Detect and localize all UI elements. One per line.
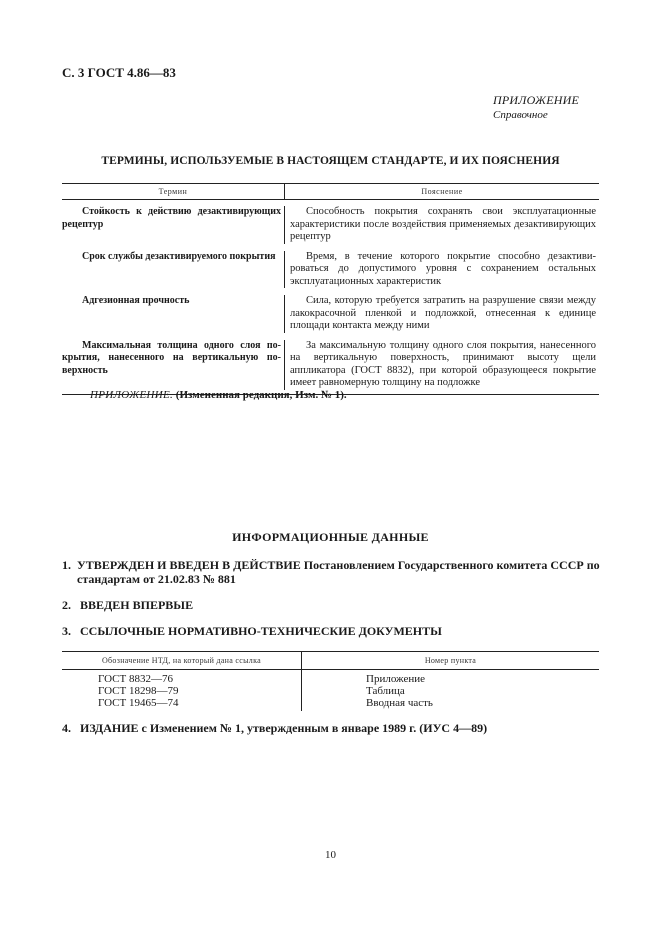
- table-row: [62, 244, 599, 289]
- col-ntd-header: Обозначение НТД, на который дана ссылка: [62, 652, 302, 669]
- info-item-3: [62, 624, 602, 638]
- terms-title: ТЕРМИНЫ, ИСПОЛЬЗУЕМЫЕ В НАСТОЯЩЕМ СТАНДАРТЕ, И ИХ ПОЯСНЕНИЯ: [101, 155, 560, 167]
- item-text: ИЗДАНИЕ с Изменением № 1, утвержденным в январе 1989 г. (ИУС 4—89): [80, 721, 488, 735]
- info-title: ИНФОРМАЦИОННЫЕ ДАННЫЕ: [232, 530, 429, 544]
- info-item-1: [62, 558, 602, 586]
- col-item-header: Номер пункта: [424, 656, 477, 665]
- explanation-cell: За максимальную толщину одного слоя покрытия, нанесенного на вертикальную поверхность, принимают высоту щели аппликатора (ГОСТ 8832), при которой образующееся покрытие имеет равномерную толщину на подложке: [290, 339, 596, 388]
- item-column: [302, 670, 599, 711]
- references-table: [62, 651, 599, 711]
- term-cell: Адгезионная прочность: [82, 295, 190, 306]
- item-number: 1.: [62, 558, 71, 572]
- table-row: [62, 200, 599, 244]
- item-number: 4.: [62, 721, 71, 735]
- col-expl-header: Пояснение: [421, 187, 463, 196]
- note-bold: (Измененная редакция, Изм. № 1).: [175, 389, 347, 401]
- ntd-cell: ГОСТ 19465—74: [98, 697, 179, 709]
- ntd-cell: ГОСТ 8832—76: [98, 673, 173, 685]
- item-text: ССЫЛОЧНЫЕ НОРМАТИВНО-ТЕХНИЧЕСКИЕ ДОКУМЕНТЫ: [80, 624, 442, 638]
- table-row: [62, 333, 599, 394]
- item-text: ВВЕДЕН ВПЕРВЫЕ: [80, 598, 194, 612]
- explanation-cell: Сила, которую требуется затратить на разрушение связи между лакокрасочной пленкой и подложкой, отнесенная к единице площади контакта между ними: [290, 295, 596, 331]
- page-header: С. 3 ГОСТ 4.86—83: [62, 65, 176, 80]
- info-item-2: [62, 598, 602, 612]
- terms-table: [62, 183, 599, 395]
- ntd-cell: ГОСТ 18298—79: [98, 685, 179, 697]
- table-row: [62, 288, 599, 333]
- info-item-4: [62, 721, 602, 735]
- term-cell: Срок службы дезактивируемого покрытия: [82, 250, 276, 262]
- col-term-header: Термин: [62, 184, 285, 199]
- item-cell: Приложение: [366, 673, 426, 685]
- item-cell: Таблица: [366, 685, 405, 697]
- explanation-cell: Способность покрытия сохранять свои эксплуатационные характеристики после воздействия применяемых дезактивирующих рецептур: [290, 206, 596, 242]
- page-number: 10: [325, 849, 336, 861]
- item-cell: Вводная часть: [366, 697, 433, 709]
- references-table-header: [62, 652, 599, 670]
- terms-table-header: [62, 184, 599, 200]
- appendix-revision-note: [90, 389, 347, 401]
- note-italic: ПРИЛОЖЕНИЕ.: [90, 389, 174, 401]
- appendix-label: [493, 93, 583, 121]
- item-text: УТВЕРЖДЕН И ВВЕДЕН В ДЕЙСТВИЕ Постановлением Государственного комитета СССР по стандартам от 21.02.83 № 881: [77, 558, 600, 586]
- item-number: 2.: [62, 598, 71, 612]
- explanation-cell: Время, в течение которого покрытие способно дезактивироваться до допустимого уровня с сохранением остальных эксплуатационных характеристик: [290, 250, 596, 287]
- appendix-subtitle: Справочное: [493, 109, 548, 121]
- term-cell: Стойкость к действию дезактивирующих рецептур: [62, 206, 281, 230]
- term-cell: Максимальная толщина одного слоя покрытия, нанесенного на вертикальную поверхность: [62, 339, 281, 376]
- appendix-title: ПРИЛОЖЕНИЕ: [493, 93, 579, 107]
- ntd-column: [62, 670, 302, 711]
- item-number: 3.: [62, 624, 71, 638]
